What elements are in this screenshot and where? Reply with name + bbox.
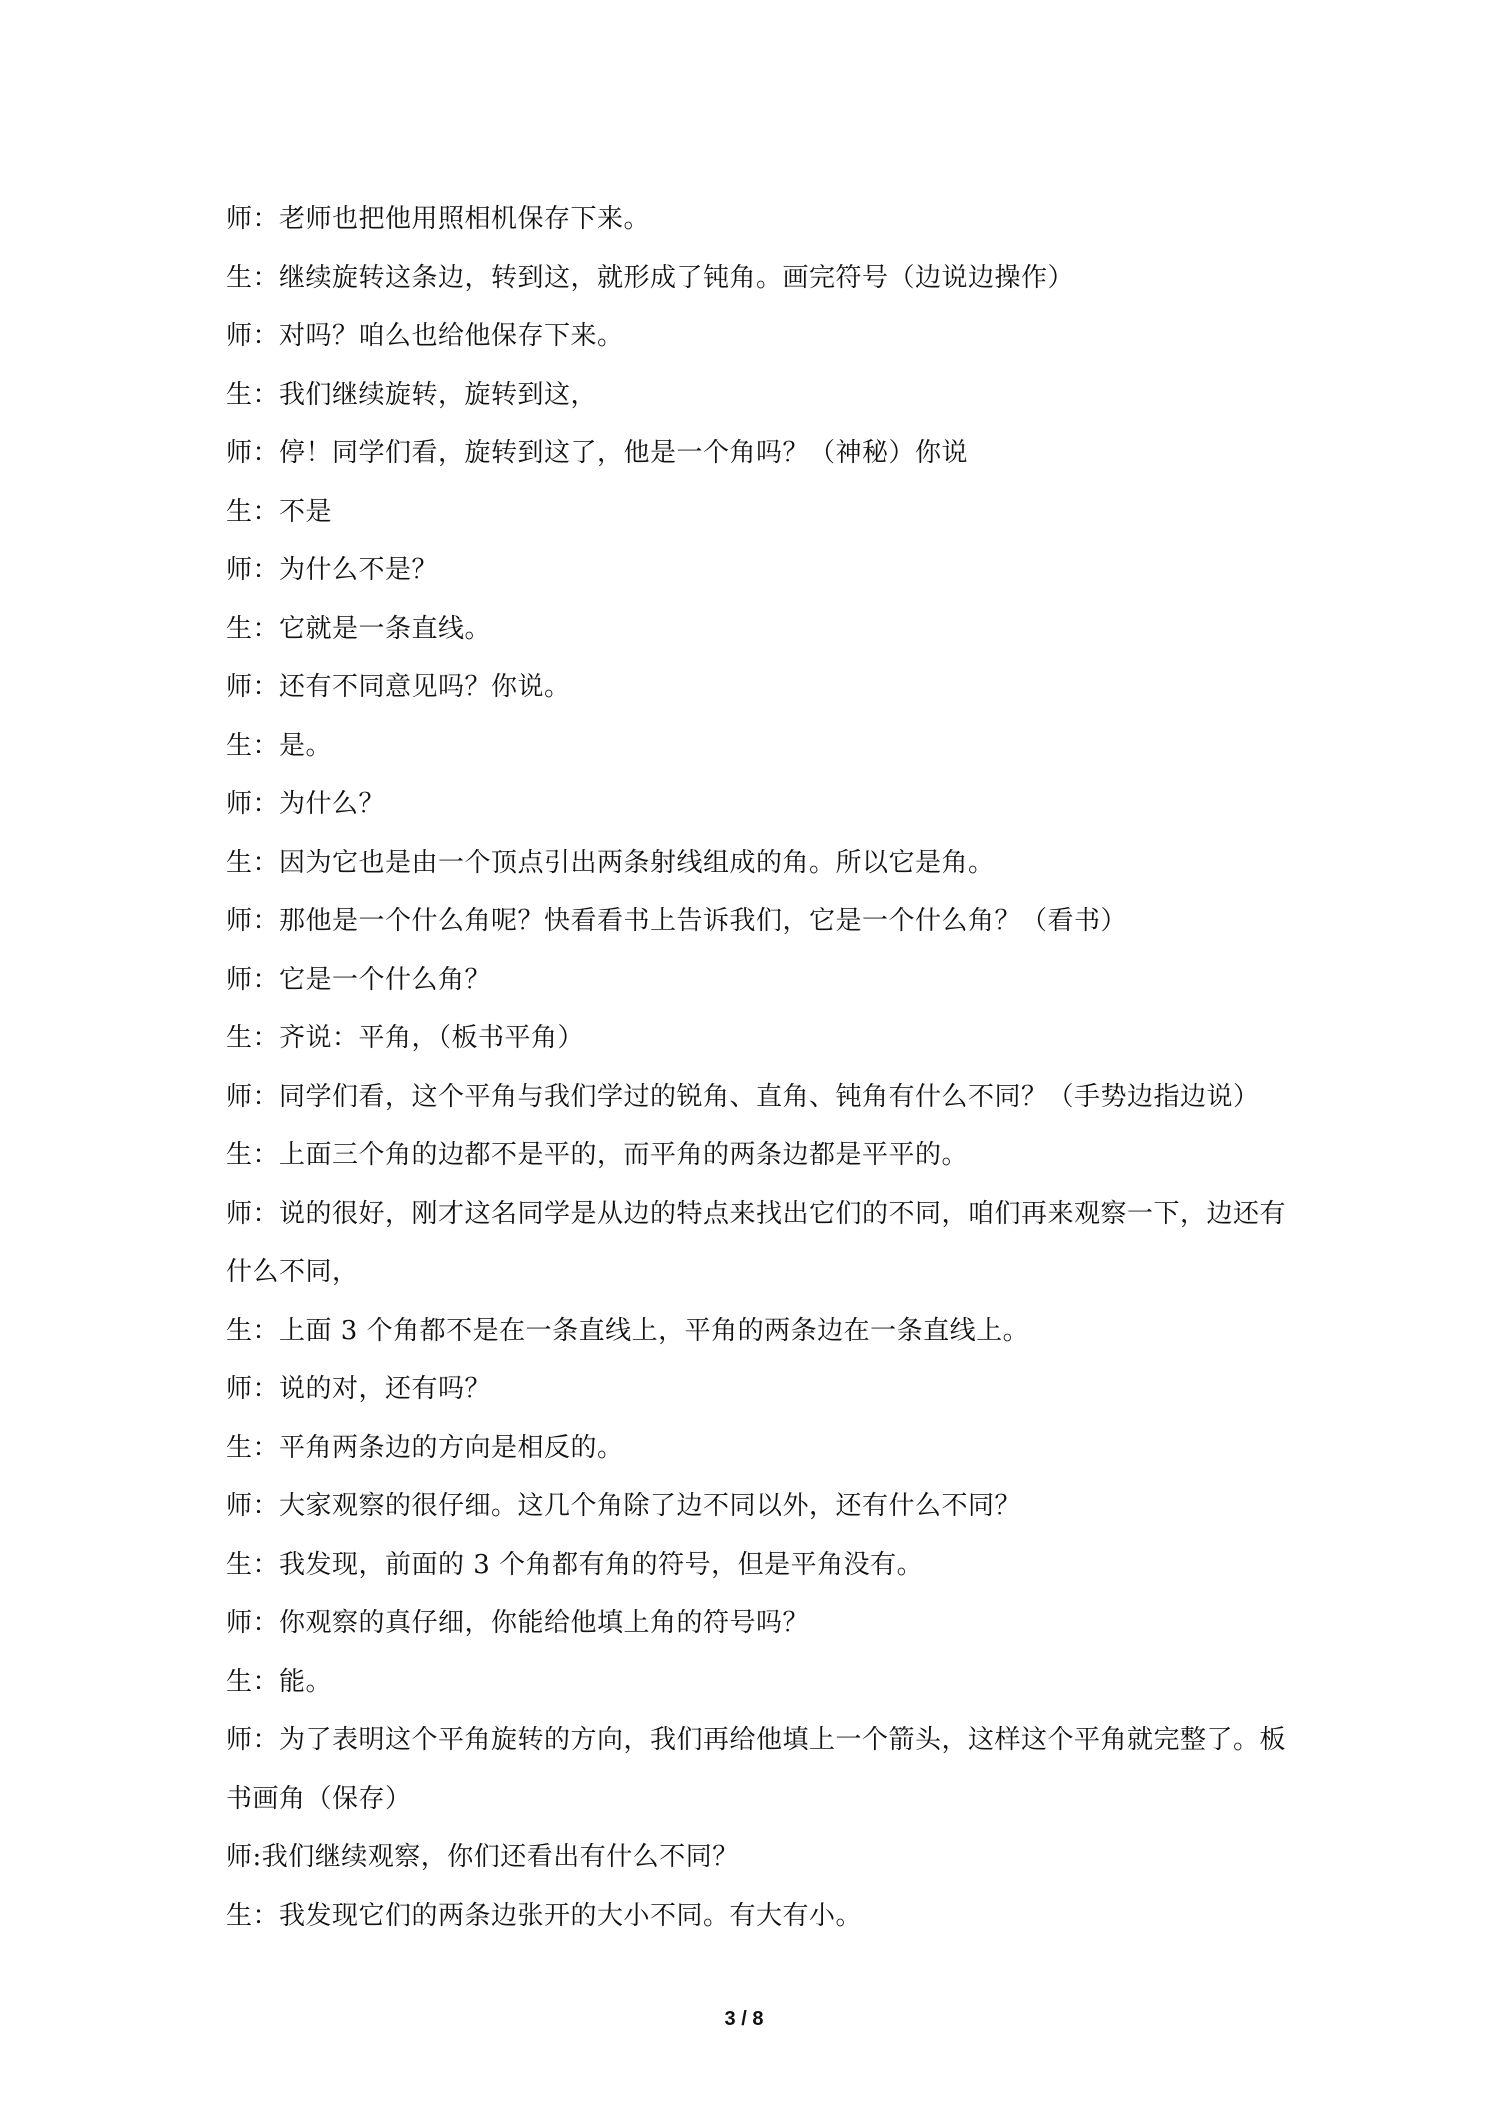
text-line: 师：它是一个什么角？ xyxy=(226,964,492,995)
text-line: 生：是。 xyxy=(226,730,333,761)
text-line: 师：那他是一个什么角呢？快看看书上告诉我们，它是一个什么角？（看书） xyxy=(226,906,1128,936)
text-line: 生：它就是一条直线。 xyxy=(226,613,492,644)
text-line: 师：对吗？咱么也给他保存下来。 xyxy=(226,321,624,351)
text-line: 师：老师也把他用照相机保存下来。 xyxy=(226,204,651,234)
text-line: 师：还有不同意见吗？你说。 xyxy=(226,672,571,702)
text-line: 生：上面 3 个角都不是在一条直线上，平角的两条边在一条直线上。 xyxy=(226,1315,1030,1346)
text-line: 什么不同， xyxy=(226,1257,359,1287)
text-line: 生：不是 xyxy=(226,496,333,527)
text-line: 生：上面三个角的边都不是平的，而平角的两条边都是平平的。 xyxy=(226,1140,969,1170)
document-body xyxy=(226,190,1287,1945)
text-line: 生：齐说：平角，（板书平角） xyxy=(226,1023,585,1053)
page-number: 3 / 8 xyxy=(724,2008,764,2030)
text-line: 生：继续旋转这条边，转到这，就形成了钝角。画完符号（边说边操作） xyxy=(226,262,1075,293)
text-line: 师：说的对，还有吗？ xyxy=(226,1374,492,1404)
text-line: 师：为什么不是？ xyxy=(226,555,439,585)
text-line: 师：停！同学们看，旋转到这了，他是一个角吗？（神秘）你说 xyxy=(226,438,969,468)
text-line: 生：平角两条边的方向是相反的。 xyxy=(226,1432,624,1463)
text-line: 师：你观察的真仔细，你能给他填上角的符号吗？ xyxy=(226,1608,810,1638)
text-line: 生：能。 xyxy=(226,1666,333,1697)
text-line: 生：因为它也是由一个顶点引出两条射线组成的角。所以它是角。 xyxy=(226,847,995,878)
text-line: 生：我发现，前面的 3 个角都有角的符号，但是平角没有。 xyxy=(226,1549,924,1580)
text-line: 生：我们继续旋转，旋转到这， xyxy=(226,379,598,410)
text-line: 师:我们继续观察，你们还看出有什么不同？ xyxy=(226,1842,739,1872)
text-line: 师：同学们看，这个平角与我们学过的锐角、直角、钝角有什么不同？（手势边指边说） xyxy=(226,1081,1260,1112)
text-line: 师：大家观察的很仔细。这几个角除了边不同以外，还有什么不同？ xyxy=(226,1491,1022,1521)
text-line: 师：说的很好，刚才这名同学是从边的特点来找出它们的不同，咱们再来观察一下，边还有 xyxy=(226,1198,1287,1229)
text-line: 师：为什么？ xyxy=(226,789,386,819)
text-line: 书画角（保存） xyxy=(226,1783,412,1814)
text-line: 师：为了表明这个平角旋转的方向，我们再给他填上一个箭头，这样这个平角就完整了。板 xyxy=(226,1725,1287,1755)
text-line: 生：我发现它们的两条边张开的大小不同。有大有小。 xyxy=(226,1900,863,1931)
